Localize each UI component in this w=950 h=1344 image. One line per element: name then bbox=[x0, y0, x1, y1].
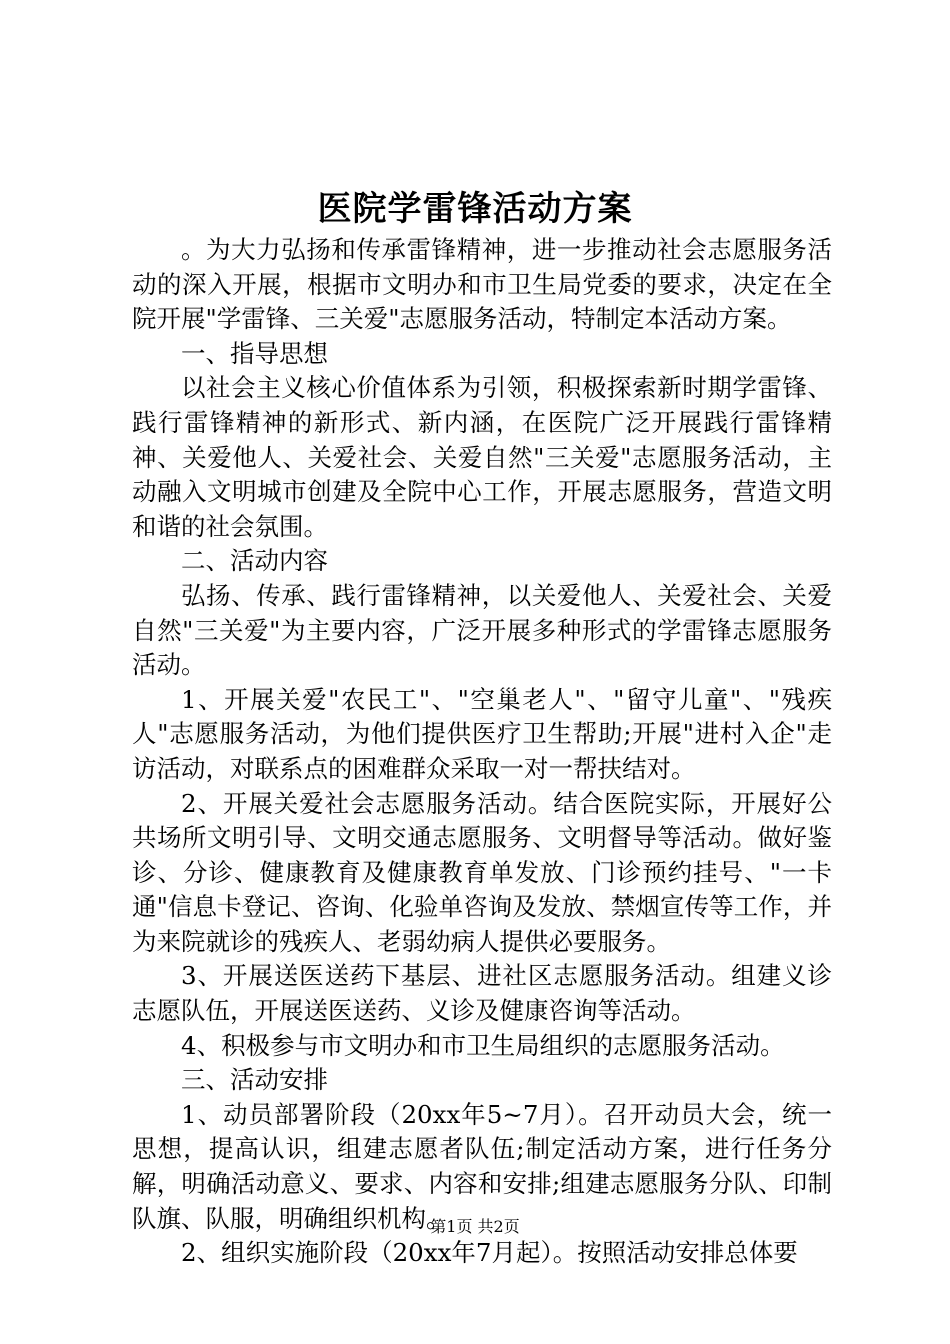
guiding-ideology-paragraph: 以社会主义核心价值体系为引领，积极探索新时期学雷锋、践行雷锋精神的新形式、新内涵，在医院广泛开展践行雷锋精神、关爱他人、关爱社会、关爱自然"三关爱"志愿服务活动，主动融入文明城市创建及全院中心工作，开展志愿服务，营造文明和谐的社会氛围。 bbox=[132, 373, 832, 541]
section-heading-activity-content: 二、活动内容 bbox=[181, 546, 328, 576]
section-heading-guiding-ideology: 一、指导思想 bbox=[181, 338, 328, 368]
schedule-item-1: 1、动员部署阶段（20xx年5~7月）。召开动员大会，统一思想，提高认识，组建志愿者队伍;制定活动方案，进行任务分解，明确活动意义、要求、内容和安排;组建志愿服务分队、印制队旗、队服，明确组织机构。 bbox=[132, 1099, 832, 1233]
document-body bbox=[132, 233, 832, 1271]
content-item-3: 3、开展送医送药下基层、进社区志愿服务活动。组建义诊志愿队伍，开展送医送药、义诊及健康咨询等活动。 bbox=[132, 961, 832, 1026]
intro-paragraph: 。为大力弘扬和传承雷锋精神，进一步推动社会志愿服务活动的深入开展，根据市文明办和市卫生局党委的要求，决定在全院开展"学雷锋、三关爱"志愿服务活动，特制定本活动方案。 bbox=[132, 235, 832, 334]
page-footer: 第1页 共2页 bbox=[430, 1217, 520, 1236]
document-title: 医院学雷锋活动方案 bbox=[317, 189, 633, 229]
content-item-2: 2、开展关爱社会志愿服务活动。结合医院实际，开展好公共场所文明引导、文明交通志愿服务、文明督导等活动。做好鉴诊、分诊、健康教育及健康教育单发放、门诊预约挂号、"一卡通"信息卡登记、咨询、化验单咨询及发放、禁烟宣传等工作，并为来院就诊的残疾人、老弱幼病人提供必要服务。 bbox=[132, 788, 832, 956]
schedule-item-2: 2、组织实施阶段（20xx年7月起）。按照活动安排总体要 bbox=[181, 1238, 798, 1268]
content-item-4: 4、积极参与市文明办和市卫生局组织的志愿服务活动。 bbox=[181, 1030, 785, 1060]
activity-content-paragraph: 弘扬、传承、践行雷锋精神，以关爱他人、关爱社会、关爱自然"三关爱"为主要内容，广泛开展多种形式的学雷锋志愿服务活动。 bbox=[132, 580, 832, 680]
content-item-1: 1、开展关爱"农民工"、"空巢老人"、"留守儿童"、"残疾人"志愿服务活动，为他们提供医疗卫生帮助;开展"进村入企"走访活动，对联系点的困难群众采取一对一帮扶结对。 bbox=[132, 684, 832, 783]
section-heading-activity-schedule: 三、活动安排 bbox=[181, 1065, 328, 1095]
